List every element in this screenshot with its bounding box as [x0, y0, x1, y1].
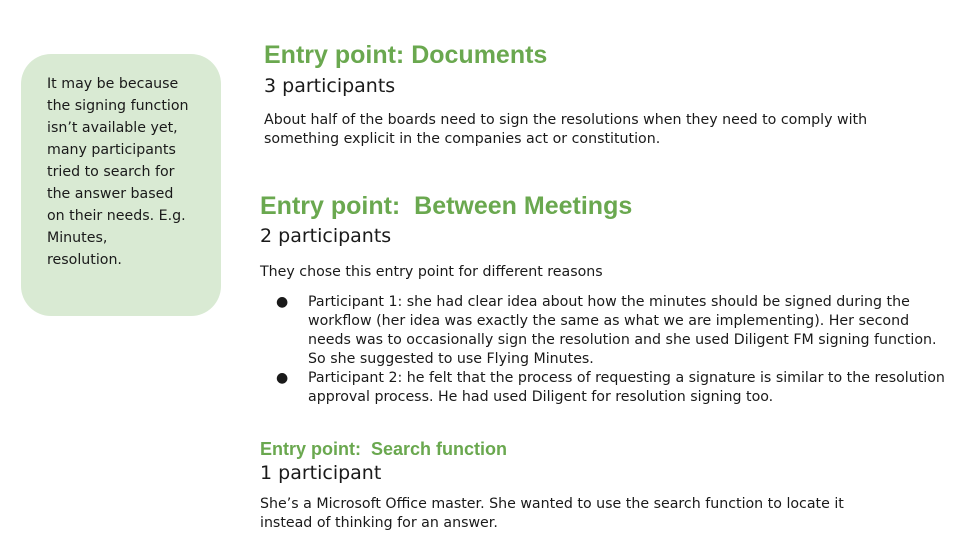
between-meetings-participant-count: 2 participants — [260, 225, 392, 247]
list-item — [260, 293, 950, 369]
side-note-line: It may be because — [47, 76, 179, 92]
search-function-participant-count: 1 participant — [260, 462, 382, 484]
side-note-line: the signing function — [47, 98, 189, 114]
side-note-line: on their needs. E.g. — [47, 208, 186, 224]
side-note-line: resolution. — [47, 252, 122, 268]
bullet-text: Participant 1: she had clear idea about how the minutes should be signed during the workflow (her idea was exactly the same as what we are implementing). Her second needs was to occasionally sign the resolution and she used Diligent FM signing function. So she suggested to use Flying Minutes. — [308, 294, 937, 367]
search-function-body: She’s a Microsoft Office master. She wanted to use the search function to locate it instead of thinking for an answer. — [260, 496, 844, 531]
side-note-line: many participants — [47, 142, 176, 158]
between-meetings-bullet-list — [260, 293, 950, 407]
bullet-text: Participant 2: he felt that the process of requesting a signature is similar to the resolution approval process. He had used Diligent for resolution signing too. — [308, 370, 945, 405]
documents-body: About half of the boards need to sign the resolutions when they need to comply with something explicit in the companies act or constitution. — [264, 112, 868, 147]
bullet-icon: ● — [276, 294, 289, 310]
between-meetings-heading: Entry point: Between Meetings — [260, 192, 633, 220]
bullet-icon: ● — [276, 370, 289, 386]
side-note — [21, 54, 221, 316]
side-note-line: the answer based — [47, 186, 174, 202]
list-item — [260, 369, 950, 407]
search-function-heading: Entry point: Search function — [260, 439, 508, 459]
side-note-line: isn’t available yet, — [47, 120, 178, 136]
between-meetings-body: They chose this entry point for different reasons — [260, 264, 603, 280]
documents-participant-count: 3 participants — [264, 75, 396, 97]
documents-heading: Entry point: Documents — [264, 41, 548, 69]
side-note-line: Minutes, — [47, 230, 108, 246]
side-note-line: tried to search for — [47, 164, 175, 180]
